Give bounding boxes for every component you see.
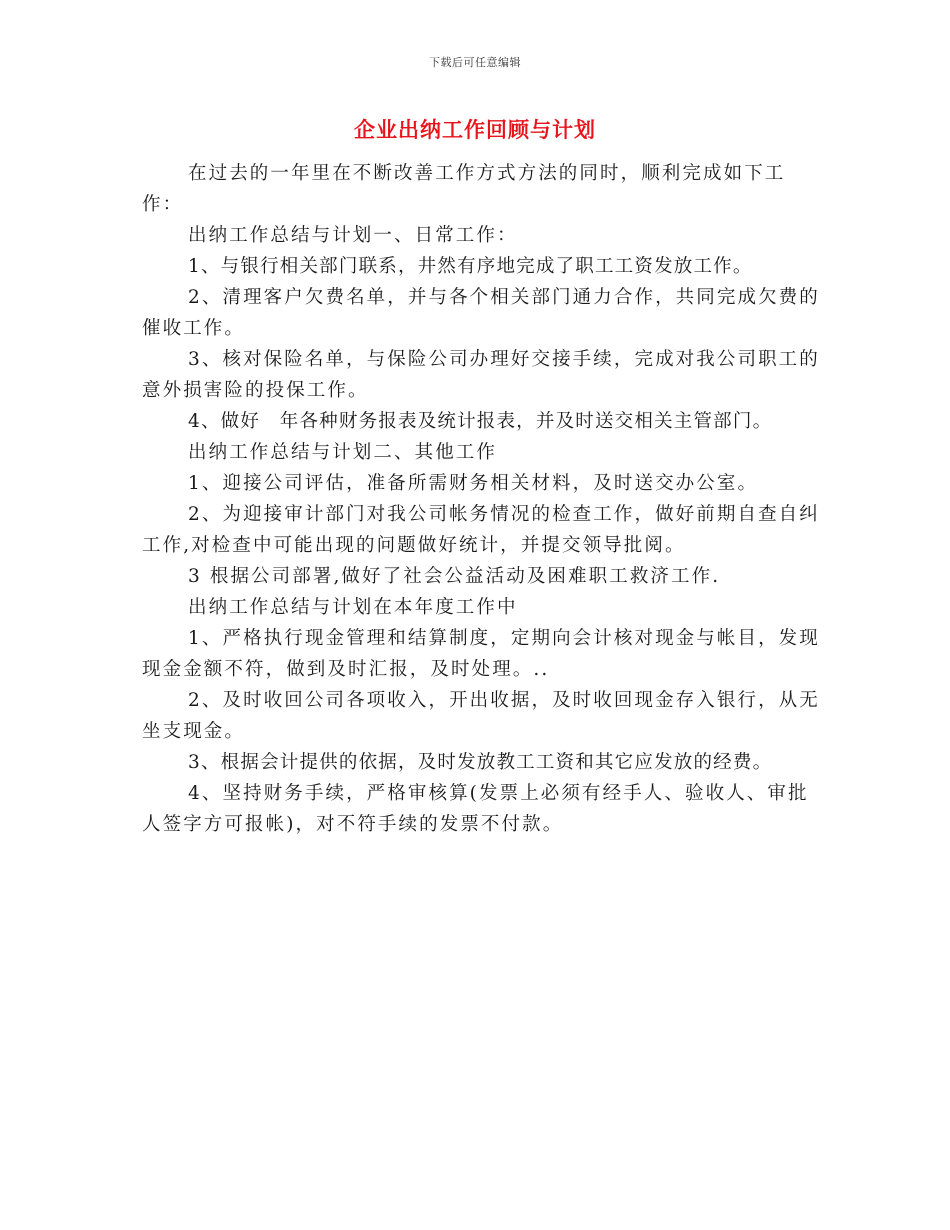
section-heading-annual-work: 出纳工作总结与计划在本年度工作中 bbox=[188, 597, 518, 618]
paragraph-item: 2、及时收回公司各项收入，开出收据，及时收回现金存入银行，从无坐支现金。 bbox=[142, 690, 820, 742]
paragraph-item: 2、清理客户欠费名单，并与各个相关部门通力合作，共同完成欠费的催收工作。 bbox=[142, 287, 820, 339]
paragraph-item: 1、严格执行现金管理和结算制度，定期向会计核对现金与帐目，发现现金金额不符，做到及时汇报，及时处理。.. bbox=[142, 628, 820, 680]
paragraph-item: 4、坚持财务手续，严格审核算(发票上必须有经手人、验收人、审批人签字方可报帐)，对不符手续的发票不付款。 bbox=[142, 783, 809, 835]
paragraph-intro: 在过去的一年里在不断改善工作方式方法的同时，顺利完成如下工作： bbox=[142, 163, 786, 215]
paragraph-item: 3、根据会计提供的依据，及时发放教工工资和其它应发放的经费。 bbox=[188, 752, 773, 773]
paragraph-item: 3 根据公司部署,做好了社会公益活动及困难职工救济工作. bbox=[188, 566, 721, 587]
section-heading-daily-work: 出纳工作总结与计划一、日常工作： bbox=[188, 225, 518, 246]
paragraph-item: 2、为迎接审计部门对我公司帐务情况的检查工作，做好前期自查自纠工作,对检查中可能出现的问题做好统计，并提交领导批阅。 bbox=[142, 504, 820, 556]
section-heading-other-work: 出纳工作总结与计划二、其他工作 bbox=[188, 442, 498, 463]
paragraph-item: 1、与银行相关部门联系，井然有序地完成了职工工资发放工作。 bbox=[188, 256, 753, 277]
paragraph-item: 4、做好 年各种财务报表及统计报表，并及时送交相关主管部门。 bbox=[188, 411, 773, 432]
header-note: 下载后可任意编辑 bbox=[429, 56, 521, 69]
paragraph-item: 3、核对保险名单，与保险公司办理好交接手续，完成对我公司职工的意外损害险的投保工作。 bbox=[142, 349, 820, 401]
document-title: 企业出纳工作回顾与计划 bbox=[354, 117, 596, 142]
document-body bbox=[142, 158, 822, 840]
paragraph-item: 1、迎接公司评估，准备所需财务相关材料，及时送交办公室。 bbox=[188, 473, 759, 494]
